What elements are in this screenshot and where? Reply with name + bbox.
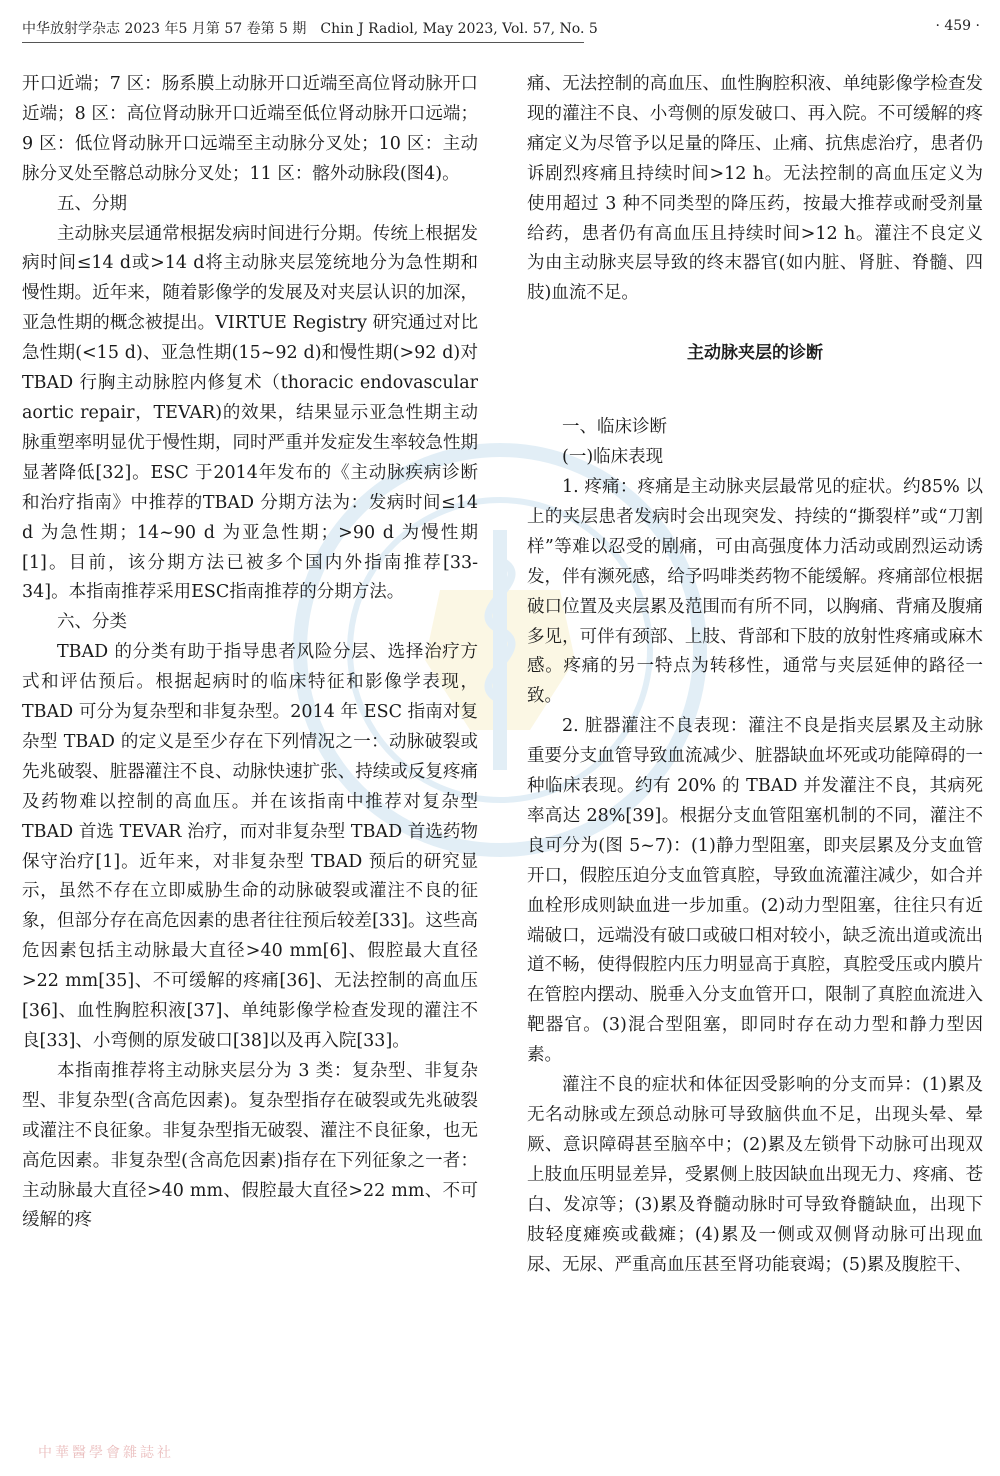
paragraph: 主动脉夹层通常根据发病时间进行分期。传统上根据发病时间≤14 d或>14 d将主动脉夹层笼统地分为急性期和慢性期。近年来，随着影像学的发展及对夹层认识的加深，亚急性期的概念被提出。VIRTUE Registry 研究通过对比急性期(<15 d)、亚急性期(15~92 d)和慢性期(>92 d)对TBAD 行胸主动脉腔内修复术（thoracic endovascular aortic repair，TEVAR)的效果，结果显示亚急性期主动脉重塑率明显优于慢性期，同时严重并发症发生率较急性期显著降低[32]。ESC 于2014年发布的《主动脉疾病诊断和治疗指南》中推荐的TBAD 分期方法为：发病时间≤14 d 为急性期；14~90 d 为亚急性期；>90 d 为慢性期[1]。目前，该分期方法已被多个国内外指南推荐[33-34]。本指南推荐采用ESC指南推荐的分期方法。	[22, 223, 478, 603]
journal-citation: 中华放射学杂志 2023 年5 月第 57 卷第 5 期 Chin J Radiol, May 2023, Vol. 57, No. 5	[22, 21, 598, 37]
paragraph: 灌注不良的症状和体征因受影响的分支而异：(1)累及无名动脉或左颈总动脉可导致脑供血不足，出现头晕、晕厥、意识障碍甚至脑卒中；(2)累及左锁骨下动脉可出现双上肢血压明显差异，受累侧上肢因缺血出现无力、疼痛、苍白、发凉等；(3)累及脊髓动脉时可导致脊髓缺血，出现下肢轻度瘫痪或截瘫；(4)累及一侧或双侧肾动脉可出现血尿、无尿、严重高血压甚至肾功能衰竭；(5)累及腹腔干、	[527, 1075, 983, 1275]
section-heading-classification: 六、分类	[57, 612, 127, 633]
subsection-heading-clinical: 一、临床诊断	[562, 417, 667, 438]
left-column	[22, 70, 478, 1236]
subsection-heading-manifestation: (一)临床表现	[562, 447, 664, 468]
paragraph: 本指南推荐将主动脉夹层分为 3 类：复杂型、非复杂型、非复杂型(含高危因素)。复杂型指存在破裂或先兆破裂或灌注不良征象。非复杂型指无破裂、灌注不良征象，也无高危因素。非复杂型(含高危因素)指存在下列征象之一者：主动脉最大直径>40 mm、假腔最大直径>22 mm、不可缓解的疼	[22, 1060, 478, 1231]
right-column	[527, 70, 983, 1280]
publisher-name: 中華醫學會雜誌社	[38, 1445, 174, 1461]
section-title: 主动脉夹层的诊断	[687, 343, 823, 364]
paragraph: 开口近端；7 区：肠系膜上动脉开口近端至高位肾动脉开口近端；8 区：高位肾动脉开口近端至低位肾动脉开口远端；9 区：低位肾动脉开口远端至主动脉分叉处；10 区：主动脉分叉处至髂总动脉分叉处；11 区：髂外动脉段(图4)。	[22, 74, 478, 184]
page-number: · 459 ·	[935, 18, 980, 34]
header-rule	[22, 42, 584, 43]
section-heading-staging: 五、分期	[57, 193, 127, 214]
paragraph: 2. 脏器灌注不良表现：灌注不良是指夹层累及主动脉重要分支血管导致血流减少、脏器缺血坏死或功能障碍的一种临床表现。约有 20% 的 TBAD 并发灌注不良，其病死率高达 28%[39]。根据分支血管阻塞机制的不同，灌注不良可分为(图 5~7)：(1)静力型阻塞，即夹层累及分支血管开口，假腔压迫分支血管真腔，导致血流灌注减少，如合并血栓形成则缺血进一步加重。(2)动力型阻塞，往往只有近端破口，远端没有破口或破口相对较小，缺乏流出道或流出道不畅，使得假腔内压力明显高于真腔，真腔受压或内膜片在管腔内摆动、脱垂入分支血管开口，限制了真腔血流进入靶器官。(3)混合型阻塞，即同时存在动力型和静力型因素。	[527, 716, 983, 1066]
paragraph: 痛、无法控制的高血压、血性胸腔积液、单纯影像学检查发现的灌注不良、小弯侧的原发破口、再入院。不可缓解的疼痛定义为尽管予以足量的降压、止痛、抗焦虑治疗，患者仍诉剧烈疼痛且持续时间>12 h。无法控制的高血压定义为使用超过 3 种不同类型的降压药，按最大推荐或耐受剂量给药，患者仍有高血压且持续时间>12 h。灌注不良定义为由主动脉夹层导致的终末器官(如内脏、肾脏、脊髓、四肢)血流不足。	[527, 74, 983, 304]
paragraph: 1. 疼痛：疼痛是主动脉夹层最常见的症状。约85% 以上的夹层患者发病时会出现突发、持续的“撕裂样”或“刀割样”等难以忍受的剧痛，可由高强度体力活动或剧烈运动诱发，伴有濒死感，给予吗啡类药物不能缓解。疼痛部位根据破口位置及夹层累及范围而有所不同，以胸痛、背痛及腹痛多见，可伴有颈部、上肢、背部和下肢的放射性疼痛或麻木感。疼痛的另一特点为转移性，通常与夹层延伸的路径一致。	[527, 476, 983, 707]
publisher-logo	[38, 1442, 174, 1468]
paragraph: TBAD 的分类有助于指导患者风险分层、选择治疗方式和评估预后。根据起病时的临床特征和影像学表现，TBAD 可分为复杂型和非复杂型。2014 年 ESC 指南对复杂型 TBAD 的定义是至少存在下列情况之一：动脉破裂或先兆破裂、脏器灌注不良、动脉快速扩张、持续或反复疼痛及药物难以控制的高血压。并在该指南中推荐对复杂型TBAD 首选 TEVAR 治疗，而对非复杂型 TBAD 首选药物保守治疗[1]。近年来，对非复杂型 TBAD 预后的研究显示，虽然不存在立即威胁生命的动脉破裂或灌注不良的征象，但部分存在高危因素的患者往往预后较差[33]。这些高危因素包括主动脉最大直径>40 mm[6]、假腔最大直径>22 mm[35]、不可缓解的疼痛[36]、无法控制的高血压[36]、血性胸腔积液[37]、单纯影像学检查发现的灌注不良[33]、小弯侧的原发破口[38]以及再入院[33]。	[22, 642, 478, 1051]
running-header	[22, 18, 980, 44]
